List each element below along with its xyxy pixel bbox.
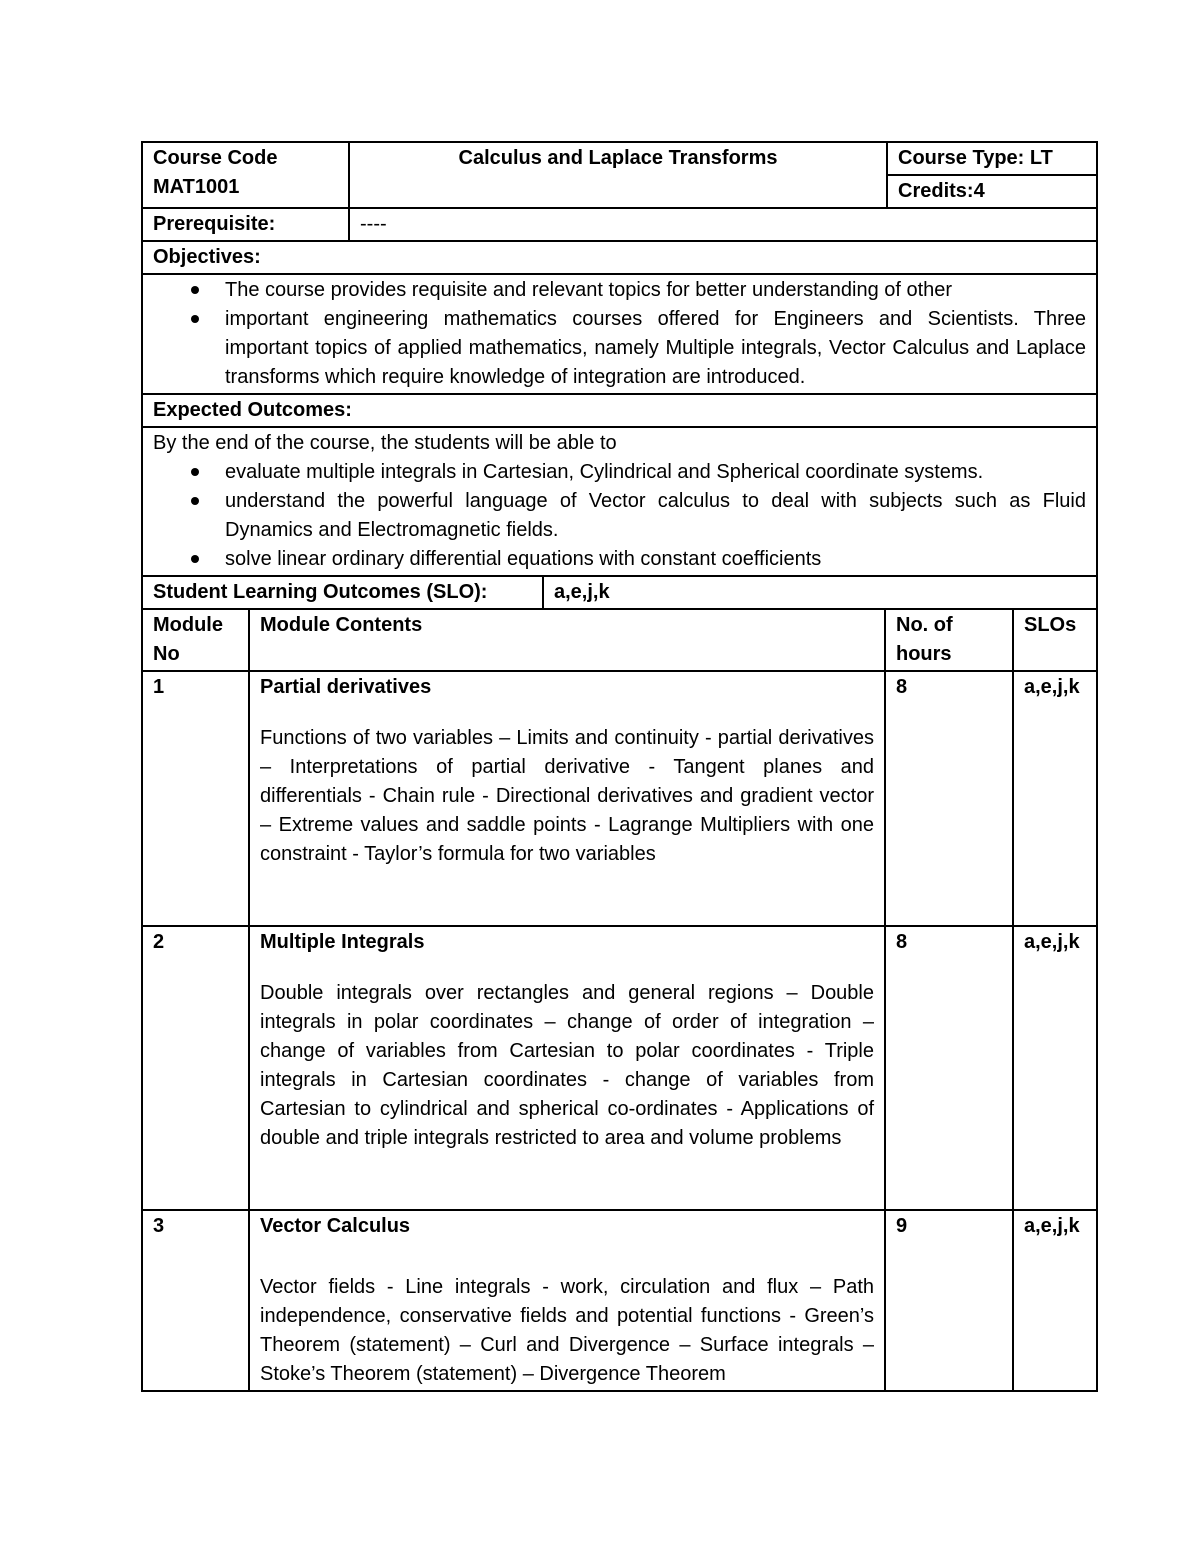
module-contents: [249, 1210, 885, 1391]
course-type: Course Type: LT: [887, 142, 1097, 175]
prerequisite-label: Prerequisite:: [142, 208, 349, 241]
list-item: The course provides requisite and relevant topics for better understanding of other: [225, 276, 1086, 305]
header-hours: No. of hours: [885, 610, 1013, 671]
list-item: evaluate multiple integrals in Cartesian, Cylindrical and Spherical coordinate systems.: [225, 458, 1086, 487]
list-item: important engineering mathematics courses offered for Engineers and Scientists. Three important topics of applied mathematics, namely Multiple integrals, Vector Calculus and Laplace transforms which require knowledge of integration are introduced.: [225, 305, 1086, 392]
module-hours: 8: [885, 671, 1013, 926]
course-code-label: Course Code: [153, 147, 278, 169]
outcomes-intro: By the end of the course, the students will be able to: [153, 432, 617, 454]
outcomes-list: [153, 458, 1086, 574]
module-title: Partial derivatives: [260, 676, 432, 698]
objectives-content: [142, 274, 1097, 394]
module-slos: a,e,j,k: [1013, 926, 1097, 1210]
credits: Credits:4: [887, 175, 1097, 208]
module-number: 2: [142, 926, 249, 1210]
header-module-no: Module No: [142, 610, 249, 671]
list-item: understand the powerful language of Vector calculus to deal with subjects such as Fluid Dynamics and Electromagnetic fields.: [225, 487, 1086, 545]
course-info-table: [141, 141, 1098, 610]
module-description: Double integrals over rectangles and general regions – Double integrals in polar coordinates – change of order of integration – change of variables from Cartesian to polar coordinates - Triple integrals in Cartesian coordinates - change of variables from Cartesian to cylindrical and spherical co-ordinates - Applications of double and triple integrals restricted to area and volume problems: [260, 982, 874, 1149]
outcomes-label: Expected Outcomes:: [142, 394, 1097, 427]
outcomes-content: [142, 427, 1097, 576]
syllabus-document: [141, 141, 1096, 1392]
slo-label: Student Learning Outcomes (SLO):: [142, 576, 543, 609]
course-title: Calculus and Laplace Transforms: [349, 142, 887, 208]
header-module-contents: Module Contents: [249, 610, 885, 671]
modules-table: [141, 610, 1098, 1392]
table-header-row: [142, 610, 1097, 671]
prerequisite-value: ----: [349, 208, 1097, 241]
module-hours: 8: [885, 926, 1013, 1210]
module-slos: a,e,j,k: [1013, 671, 1097, 926]
table-row: [142, 1210, 1097, 1391]
module-number: 3: [142, 1210, 249, 1391]
module-number: 1: [142, 671, 249, 926]
table-row: [142, 926, 1097, 1210]
slo-value: a,e,j,k: [543, 576, 1097, 609]
module-hours: 9: [885, 1210, 1013, 1391]
module-contents: [249, 671, 885, 926]
list-item: solve linear ordinary differential equations with constant coefficients: [225, 545, 1086, 574]
header-slos: SLOs: [1013, 610, 1097, 671]
module-description: Functions of two variables – Limits and continuity - partial derivatives – Interpretations of partial derivative - Tangent planes and differentials - Chain rule - Directional derivatives and gradient vector – Extreme values and saddle points - Lagrange Multipliers with one constraint - Taylor’s formula for two variables: [260, 727, 874, 865]
module-slos: a,e,j,k: [1013, 1210, 1097, 1391]
module-contents: [249, 926, 885, 1210]
course-code-cell: [142, 142, 349, 208]
objectives-label: Objectives:: [142, 241, 1097, 274]
module-title: Vector Calculus: [260, 1215, 411, 1237]
table-row: [142, 671, 1097, 926]
objectives-list: [153, 276, 1086, 392]
course-code-value: MAT1001: [153, 176, 240, 198]
module-description: Vector fields - Line integrals - work, circulation and flux – Path independence, conservative fields and potential functions - Green’s Theorem (statement) – Curl and Divergence – Surface integrals – Stoke’s Theorem (statement) – Divergence Theorem: [260, 1276, 874, 1385]
module-title: Multiple Integrals: [260, 931, 425, 953]
